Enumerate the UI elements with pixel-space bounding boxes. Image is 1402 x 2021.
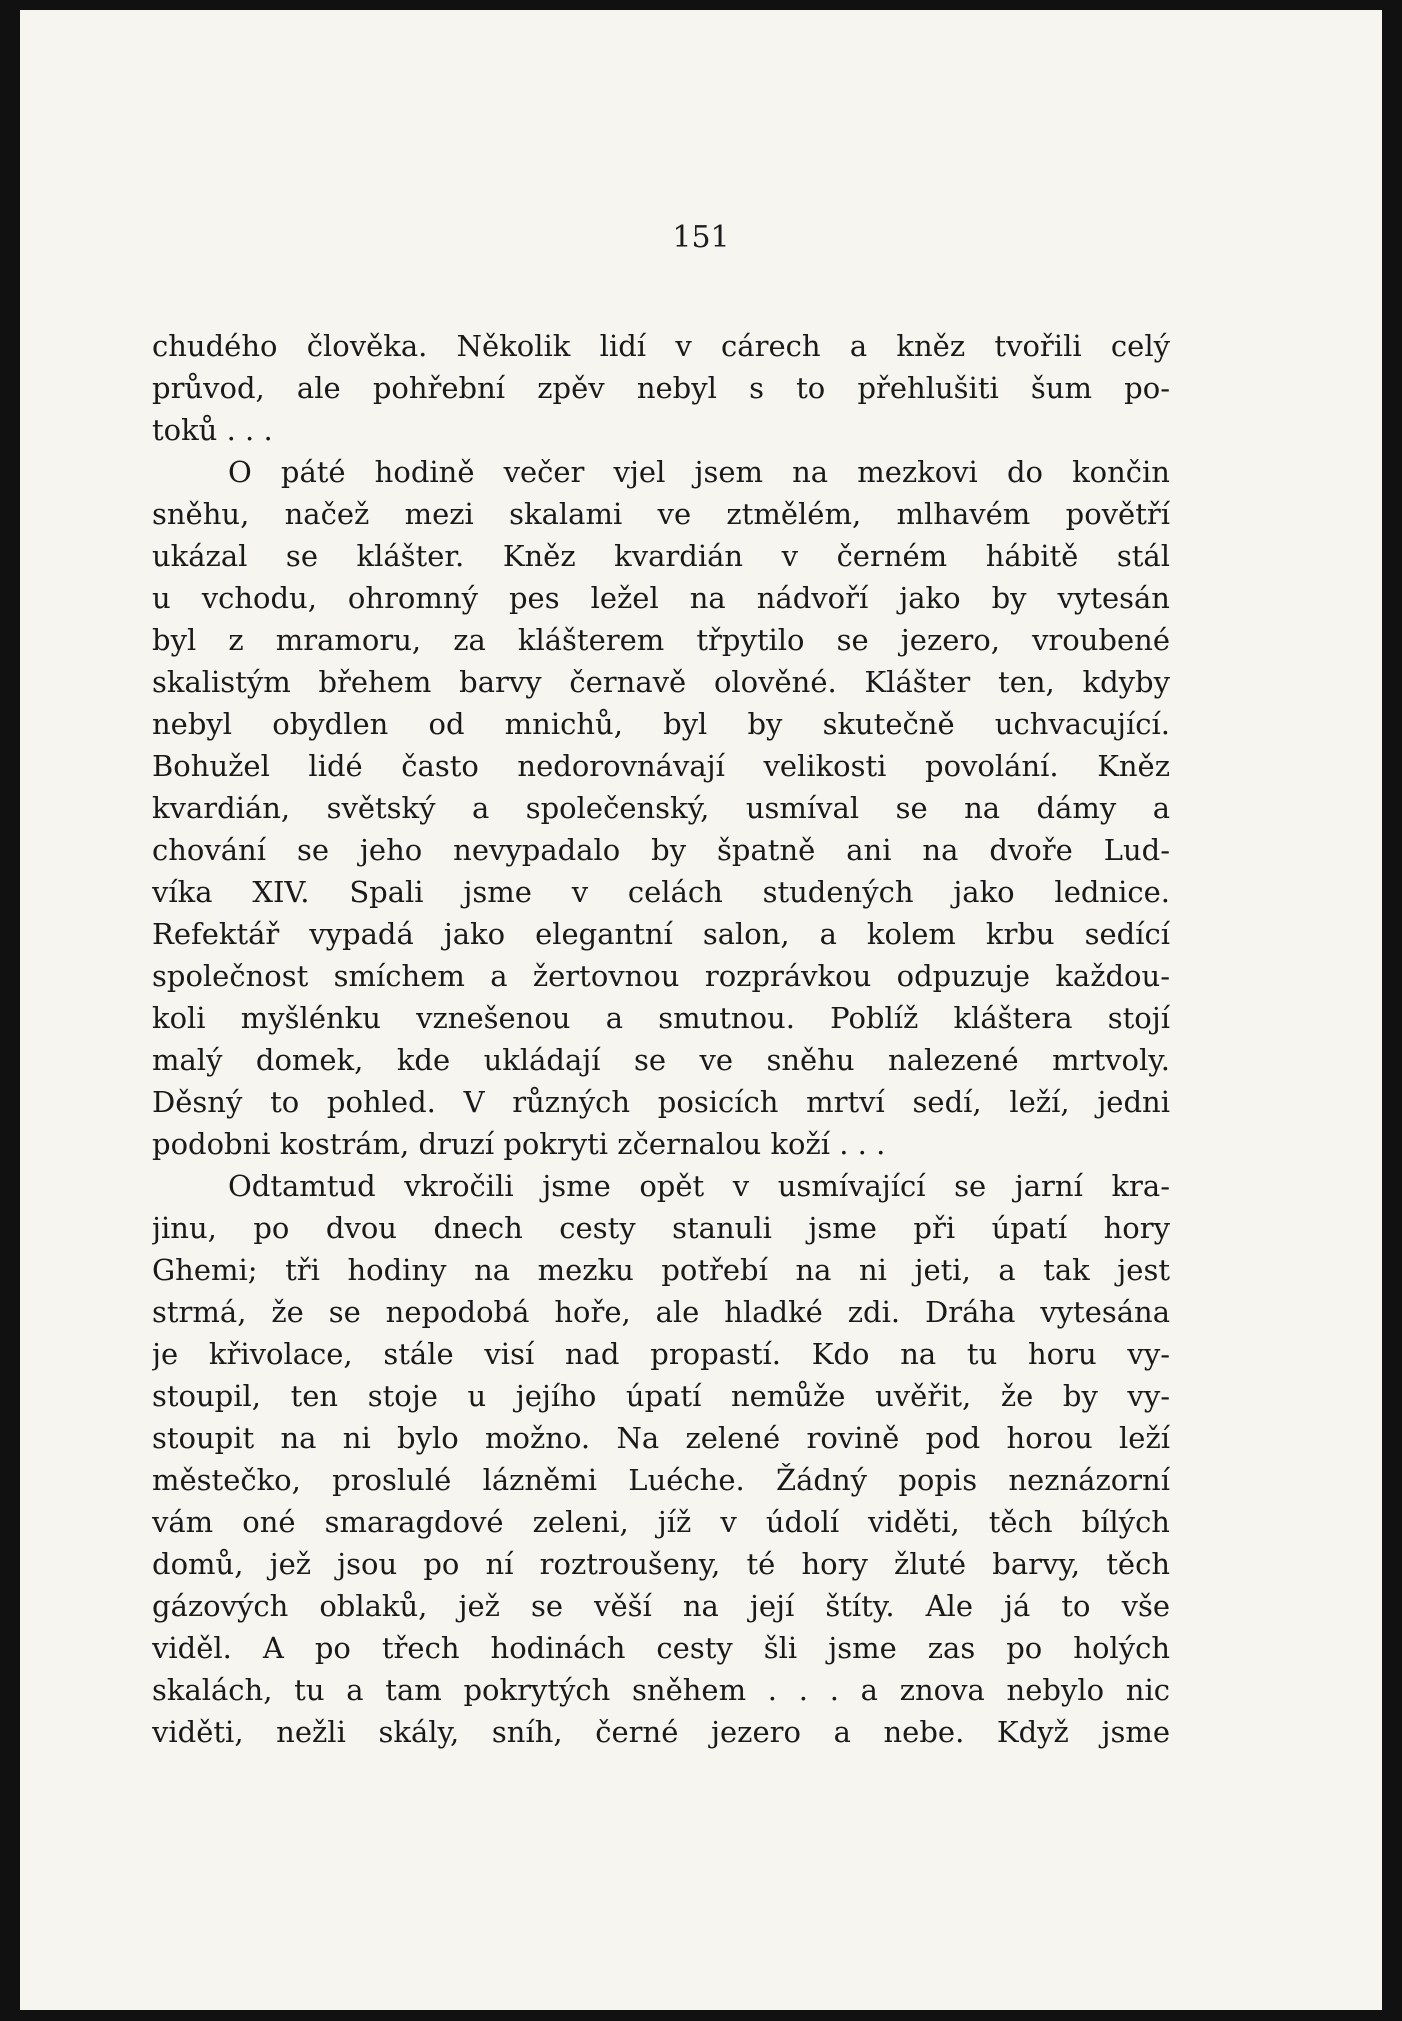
book-page (20, 10, 1382, 2010)
text-line: domů, jež jsou po ní roztroušeny, té hory žluté barvy, těch (152, 1547, 1170, 1581)
text-line: gázových oblaků, jež se věší na její štíty. Ale já to vše (152, 1589, 1170, 1623)
text-line: Odtamtud vkročili jsme opět v usmívající se jarní kra- (228, 1169, 1170, 1203)
text-line: sněhu, načež mezi skalami ve ztmělém, mlhavém povětří (152, 497, 1170, 531)
text-line: skalistým břehem barvy černavě olověné. Klášter ten, kdyby (152, 665, 1170, 699)
text-line: malý domek, kde ukládají se ve sněhu nalezené mrtvoly. (152, 1043, 1170, 1077)
body-text (152, 325, 1170, 1753)
page-number: 151 (672, 220, 730, 255)
text-line: toků . . . (152, 413, 273, 447)
text-line: Děsný to pohled. V různých posicích mrtví sedí, leží, jedni (152, 1085, 1170, 1119)
text-line: Refektář vypadá jako elegantní salon, a kolem krbu sedící (152, 917, 1170, 951)
text-line: chování se jeho nevypadalo by špatně ani na dvoře Lud- (152, 833, 1170, 867)
text-line: jinu, po dvou dnech cesty stanuli jsme při úpatí hory (152, 1211, 1170, 1245)
text-line: Bohužel lidé často nedorovnávají velikosti povolání. Kněz (152, 749, 1170, 783)
text-line: kvardián, světský a společenský, usmíval se na dámy a (152, 791, 1170, 825)
text-line: ukázal se klášter. Kněz kvardián v černém hábitě stál (152, 539, 1170, 573)
text-line: vám oné smaragdové zeleni, jíž v údolí viděti, těch bílých (152, 1505, 1170, 1539)
text-line: průvod, ale pohřební zpěv nebyl s to přehlušiti šum po- (152, 371, 1170, 405)
text-line: strmá, že se nepodobá hoře, ale hladké zdi. Dráha vytesána (152, 1295, 1170, 1329)
text-line: víka XIV. Spali jsme v celách studených jako lednice. (152, 875, 1170, 909)
text-line: Ghemi; tři hodiny na mezku potřebí na ni jeti, a tak jest (152, 1253, 1170, 1287)
text-line: O páté hodině večer vjel jsem na mezkovi do končin (228, 455, 1170, 489)
text-line: chudého člověka. Několik lidí v cárech a kněz tvořili celý (152, 329, 1170, 363)
text-line: skalách, tu a tam pokrytých sněhem . . . a znova nebylo nic (152, 1673, 1170, 1707)
text-line: je křivolace, stále visí nad propastí. Kdo na tu horu vy- (152, 1337, 1170, 1371)
text-line: koli myšlénku vznešenou a smutnou. Poblíž kláštera stojí (152, 1001, 1170, 1035)
text-line: stoupil, ten stoje u jejího úpatí nemůže uvěřit, že by vy- (152, 1379, 1170, 1413)
text-line: společnost smíchem a žertovnou rozprávkou odpuzuje každou- (152, 959, 1170, 993)
text-line: byl z mramoru, za klášterem třpytilo se jezero, vroubené (152, 623, 1170, 657)
text-line: viděl. A po třech hodinách cesty šli jsme zas po holých (152, 1631, 1170, 1665)
text-line: viděti, nežli skály, sníh, černé jezero a nebe. Když jsme (152, 1715, 1170, 1749)
text-line: městečko, proslulé lázněmi Luéche. Žádný popis neznázorní (152, 1463, 1170, 1497)
text-line: podobni kostrám, druzí pokryti zčernalou koží . . . (152, 1127, 886, 1161)
text-line: nebyl obydlen od mnichů, byl by skutečně uchvacující. (152, 707, 1170, 741)
text-line: stoupit na ni bylo možno. Na zelené rovině pod horou leží (152, 1421, 1170, 1455)
text-line: u vchodu, ohromný pes ležel na nádvoří jako by vytesán (152, 581, 1170, 615)
